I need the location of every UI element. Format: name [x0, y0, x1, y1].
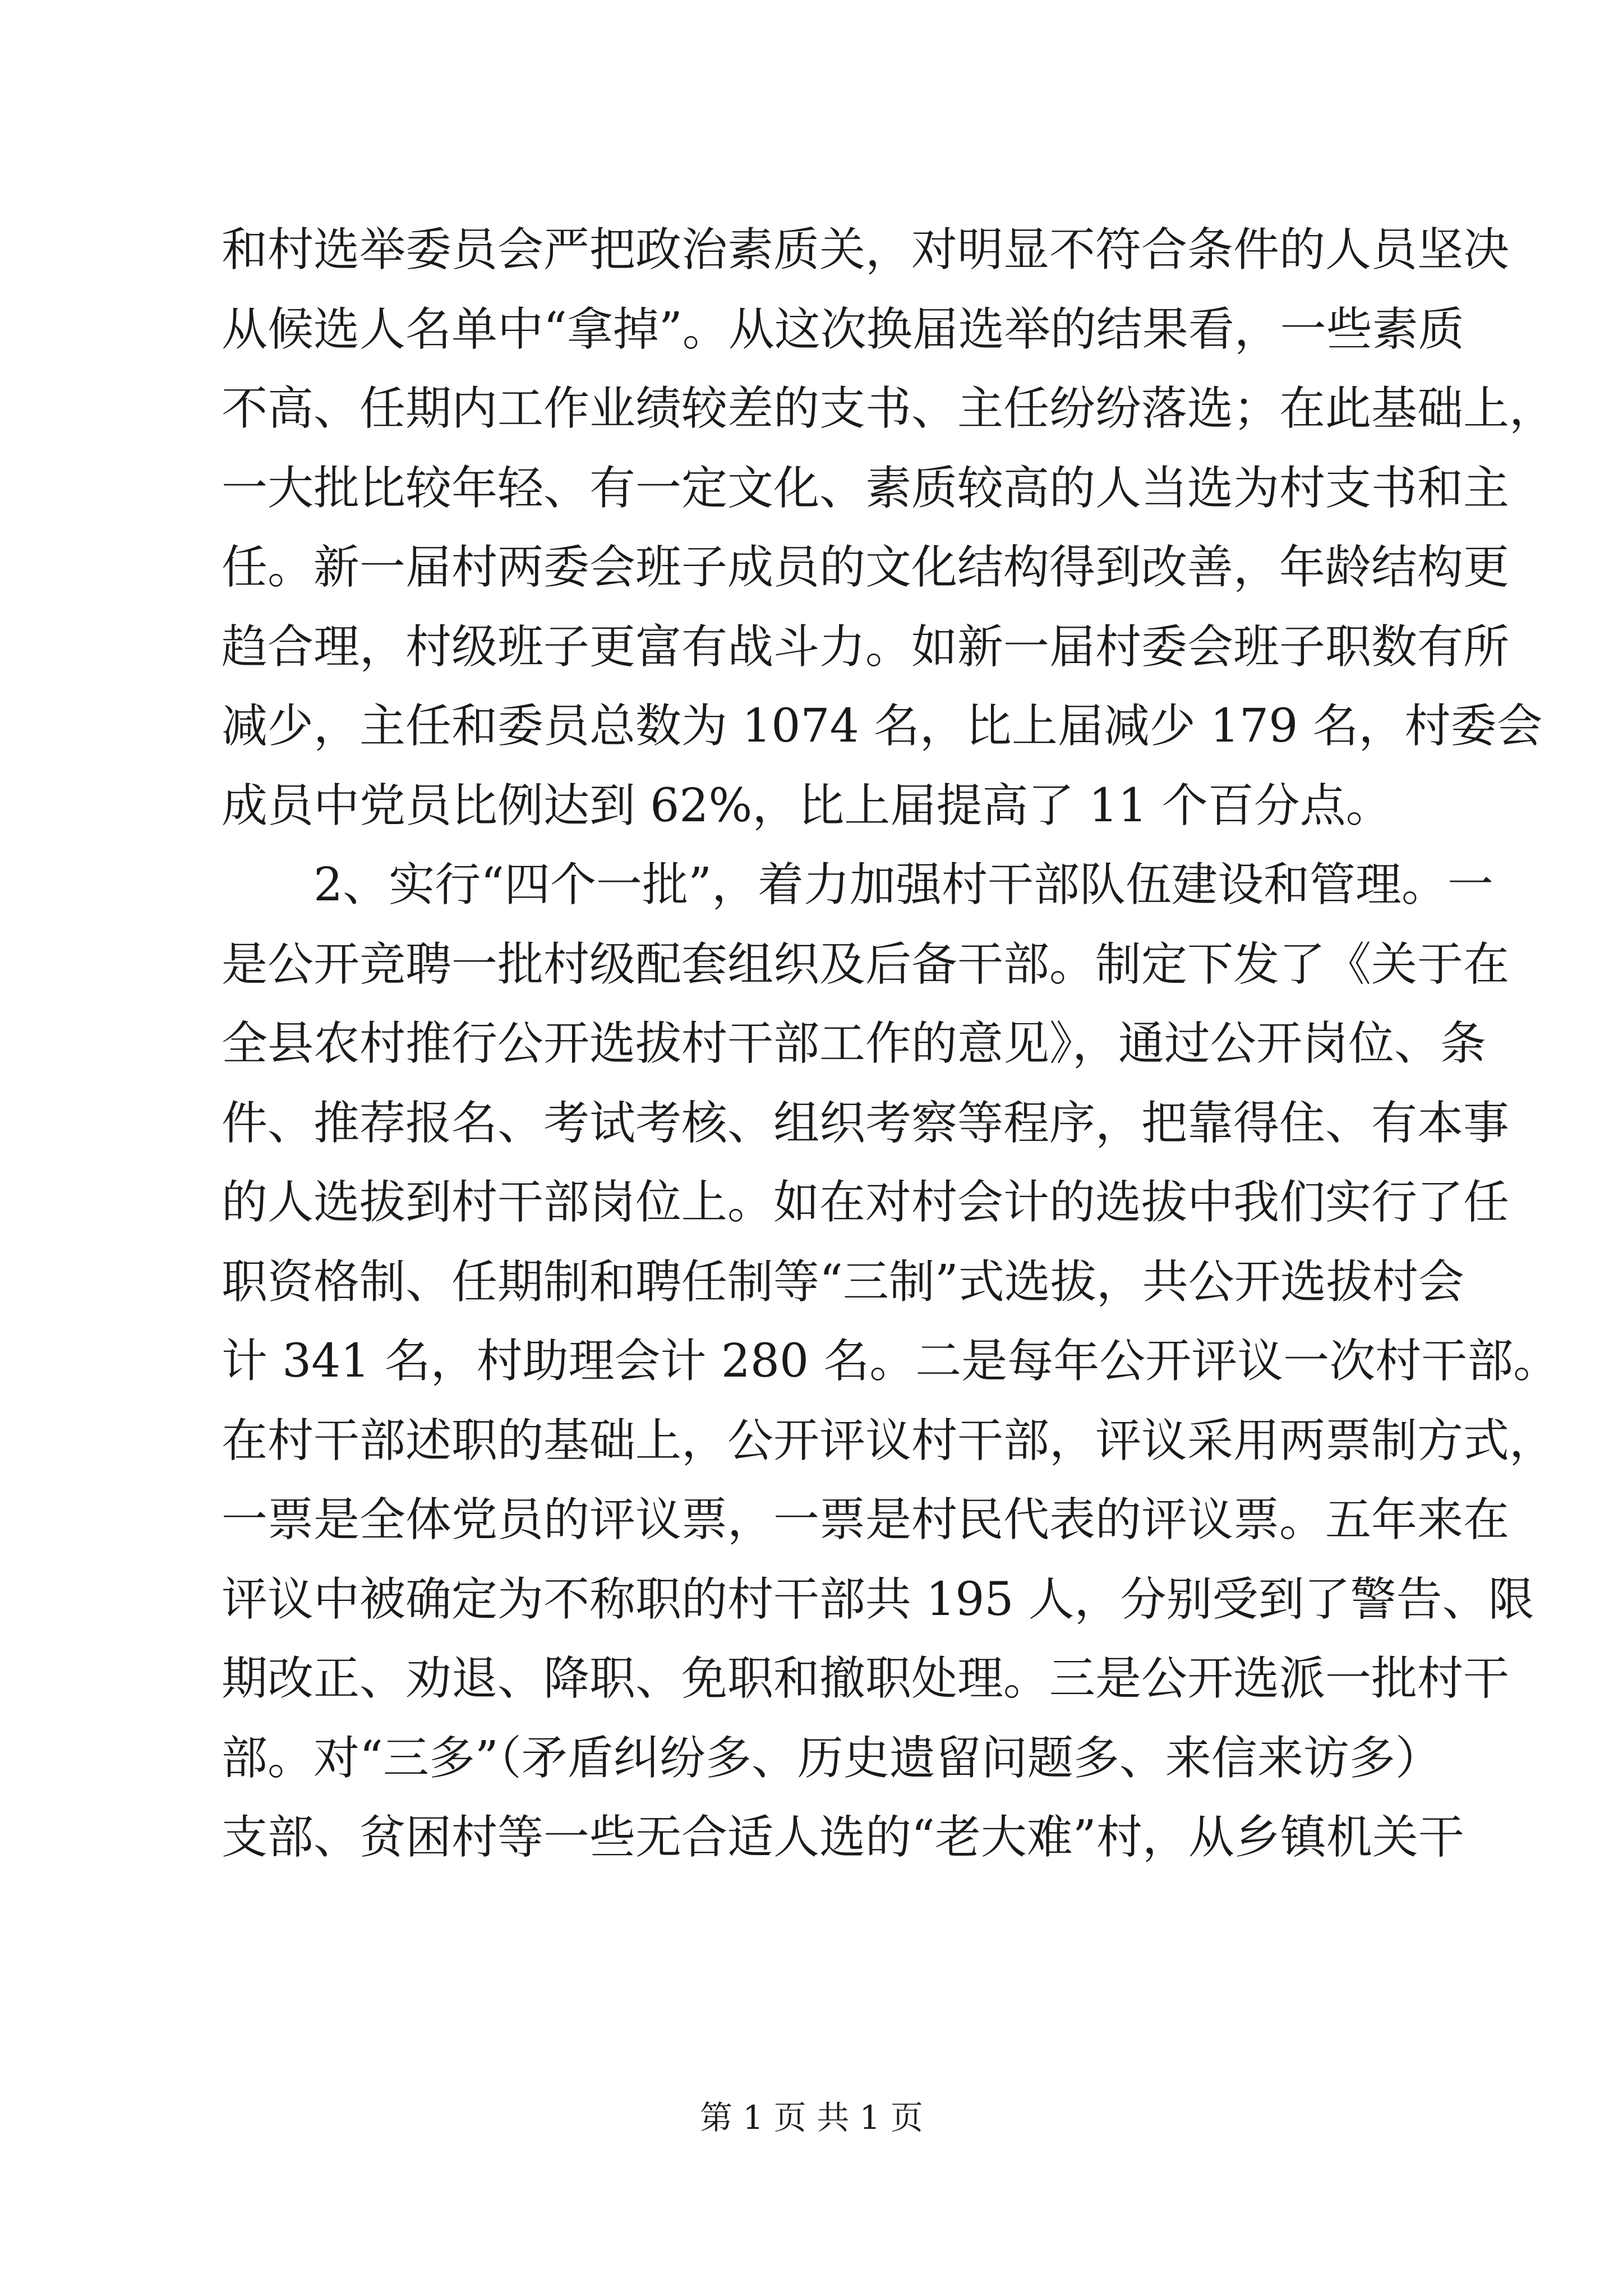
- text-line-5: 任。新一届村两委会班子成员的文化结构得到改善，年龄结构更: [222, 541, 1510, 594]
- text-line-11: 全县农村推行公开选拔村干部工作的意见》，通过公开岗位、条: [222, 1017, 1487, 1070]
- text-line-18: 评议中被确定为不称职的村干部共 195 人，分别受到了警告、限: [222, 1572, 1534, 1626]
- body-text: [222, 210, 1560, 1878]
- text-line-17: 一票是全体党员的评议票，一票是村民代表的评议票。五年来在: [222, 1493, 1510, 1547]
- text-line-15: 计 341 名，村助理会计 280 名。二是每年公开评议一次村干部。: [222, 1335, 1560, 1388]
- page-number-footer: 第 1 页 共 1 页: [700, 2099, 923, 2137]
- text-line-13: 的人选拔到村干部岗位上。如在对村会计的选拔中我们实行了任: [222, 1176, 1510, 1229]
- text-line-10: 是公开竞聘一批村级配套组织及后备干部。制定下发了《关于在: [222, 937, 1510, 991]
- text-line-12: 件、推荐报名、考试考核、组织考察等程序，把靠得住、有本事: [222, 1096, 1510, 1150]
- text-line-9: 2、实行“四个一批”，着力加强村干部队伍建设和管理。一: [222, 858, 1494, 912]
- text-line-4: 一大批比较年轻、有一定文化、素质较高的人当选为村支书和主: [222, 461, 1510, 515]
- text-line-2: 从候选人名单中“拿掉”。从这次换届选举的结果看，一些素质: [222, 302, 1464, 356]
- text-line-8: 成员中党员比例达到 62%，比上届提高了 11 个百分点。: [222, 779, 1392, 832]
- text-line-1: 和村选举委员会严把政治素质关，对明显不符合条件的人员坚决: [222, 223, 1510, 277]
- text-line-20: 部。对“三多”（矛盾纠纷多、历史遗留问题多、来信来访多）: [222, 1731, 1441, 1785]
- text-line-6: 趋合理，村级班子更富有战斗力。如新一届村委会班子职数有所: [222, 620, 1510, 674]
- text-line-14: 职资格制、任期制和聘任制等“三制”式选拔，共公开选拔村会: [222, 1255, 1464, 1309]
- text-line-16: 在村干部述职的基础上，公开评议村干部，评议采用两票制方式，: [222, 1414, 1556, 1467]
- text-line-19: 期改正、劝退、降职、免职和撤职处理。三是公开选派一批村干: [222, 1652, 1510, 1705]
- text-line-21: 支部、贫困村等一些无合适人选的“老大难”村，从乡镇机关干: [222, 1811, 1464, 1864]
- text-line-3: 不高、任期内工作业绩较差的支书、主任纷纷落选；在此基础上，: [222, 382, 1556, 435]
- text-line-7: 减少，主任和委员总数为 1074 名，比上届减少 179 名，村委会: [222, 700, 1543, 753]
